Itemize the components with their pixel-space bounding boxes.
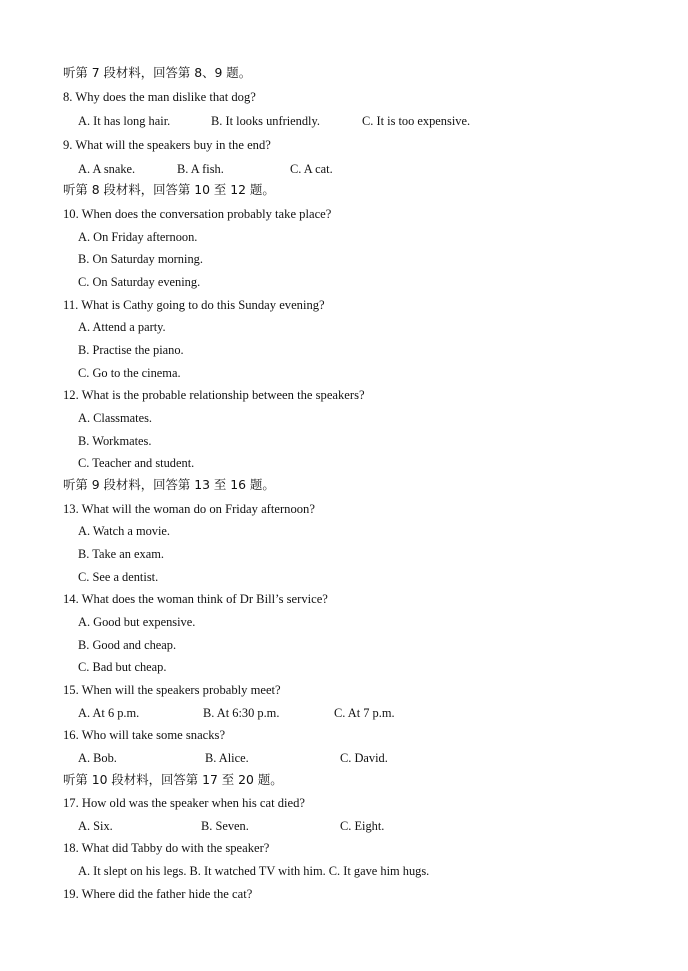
section-heading-7: 听第 7 段材料，回答第 8、9 题。 (63, 65, 252, 80)
q17-option-b: B. Seven. (201, 819, 249, 833)
q15-option-a: A. At 6 p.m. (78, 706, 140, 720)
q12-option-c: C. Teacher and student. (78, 456, 195, 470)
q9-option-a: A. A snake. (78, 162, 136, 176)
q13-option-b: B. Take an exam. (78, 547, 164, 561)
section-heading-8: 听第 8 段材料，回答第 10 至 12 题。 (63, 182, 275, 197)
question-19: 19. Where did the father hide the cat? (63, 887, 253, 901)
q15-option-c: C. At 7 p.m. (334, 706, 395, 720)
q18-options: A. It slept on his legs. B. It watched TV with him. C. It gave him hugs. (78, 864, 430, 878)
q11-option-c: C. Go to the cinema. (78, 366, 181, 380)
question-13: 13. What will the woman do on Friday afternoon? (63, 502, 315, 516)
question-16: 16. Who will take some snacks? (63, 728, 226, 742)
section-heading-9: 听第 9 段材料，回答第 13 至 16 题。 (63, 477, 275, 492)
q16-option-b: B. Alice. (205, 751, 249, 765)
question-9: 9. What will the speakers buy in the end? (63, 138, 271, 152)
q13-option-c: C. See a dentist. (78, 570, 159, 584)
question-12: 12. What is the probable relationship between the speakers? (63, 388, 365, 402)
q13-option-a: A. Watch a movie. (78, 524, 171, 538)
q11-option-b: B. Practise the piano. (78, 343, 184, 357)
q14-option-a: A. Good but expensive. (78, 615, 196, 629)
q17-option-c: C. Eight. (340, 819, 385, 833)
q14-option-b: B. Good and cheap. (78, 638, 177, 652)
question-10: 10. When does the conversation probably take place? (63, 207, 332, 221)
q16-option-c: C. David. (340, 751, 388, 765)
section-heading-10: 听第 10 段材料，回答第 17 至 20 题。 (63, 772, 283, 787)
q9-option-b: B. A fish. (177, 162, 224, 176)
q8-option-c: C. It is too expensive. (362, 114, 471, 128)
q16-option-a: A. Bob. (78, 751, 117, 765)
question-11: 11. What is Cathy going to do this Sunday evening? (63, 298, 325, 312)
q14-option-c: C. Bad but cheap. (78, 660, 167, 674)
q17-option-a: A. Six. (78, 819, 113, 833)
q11-option-a: A. Attend a party. (78, 320, 166, 334)
q9-option-c: C. A cat. (290, 162, 333, 176)
q10-option-b: B. On Saturday morning. (78, 252, 203, 266)
question-18: 18. What did Tabby do with the speaker? (63, 841, 270, 855)
q8-option-a: A. It has long hair. (78, 114, 171, 128)
q10-option-a: A. On Friday afternoon. (78, 230, 198, 244)
q12-option-b: B. Workmates. (78, 434, 152, 448)
q10-option-c: C. On Saturday evening. (78, 275, 201, 289)
question-17: 17. How old was the speaker when his cat died? (63, 796, 306, 810)
q12-option-a: A. Classmates. (78, 411, 152, 425)
q15-option-b: B. At 6:30 p.m. (203, 706, 280, 720)
question-8: 8. Why does the man dislike that dog? (63, 90, 256, 104)
q8-option-b: B. It looks unfriendly. (211, 114, 320, 128)
question-15: 15. When will the speakers probably meet? (63, 683, 281, 697)
question-14: 14. What does the woman think of Dr Bill’s service? (63, 592, 328, 606)
